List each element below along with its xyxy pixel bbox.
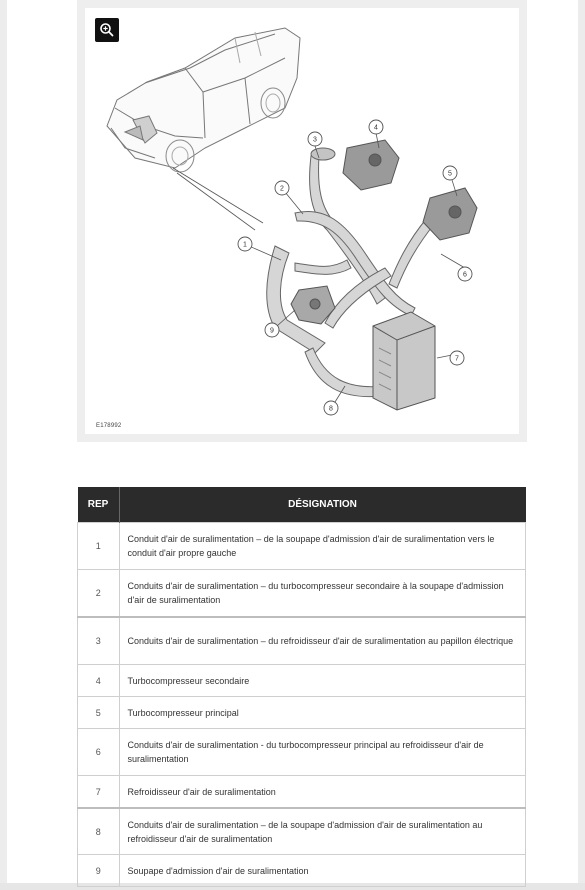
table-row [78,729,526,776]
right-margin [578,0,585,890]
row-designation: Turbocompresseur principal [119,697,526,729]
secondary-turbocharger [343,140,399,190]
figure-id: E178992 [96,423,122,429]
row-rep: 6 [78,729,120,776]
table-row [78,617,526,665]
callout-1-label: 1 [243,241,247,249]
row-designation: Refroidisseur d'air de suralimentation [119,776,526,809]
row-designation: Conduits d'air de suralimentation – du refroidisseur d'air de suralimentation au papillon électrique [119,617,526,665]
parts-table-wrapper [77,487,526,887]
table-row [78,808,526,855]
row-rep: 9 [78,855,120,887]
row-rep: 7 [78,776,120,809]
table-header-row [78,487,526,523]
row-rep: 2 [78,570,120,618]
callout-6-label: 6 [463,271,467,279]
callout-2-label: 2 [280,185,284,193]
row-designation: Conduits d'air de suralimentation - du turbocompresseur principal au refroidisseur d'air de suralimentation [119,729,526,776]
vehicle-leader-lines [173,168,263,230]
callout-9-label: 9 [270,327,274,335]
callout-5-label: 5 [448,170,452,178]
row-designation: Conduit d'air de suralimentation – de la soupape d'admission d'air de suralimentation vers le conduit d'air propre gauche [119,523,526,570]
zoom-button[interactable] [95,18,119,42]
rep-column-header: REP [78,487,120,523]
zoom-in-icon [95,18,119,42]
table-row [78,523,526,570]
callout-4-label: 4 [374,124,378,132]
callout-3-label: 3 [313,136,317,144]
table-row [78,697,526,729]
table-row [78,570,526,618]
vehicle-illustration [107,28,300,172]
callout-8-label: 8 [329,405,333,413]
callout-7-label: 7 [455,355,459,363]
figure-frame [77,0,527,442]
figure-canvas [85,8,519,434]
row-designation: Turbocompresseur secondaire [119,665,526,697]
main-turbocharger [423,188,477,240]
row-rep: 5 [78,697,120,729]
row-designation: Conduits d'air de suralimentation – du turbocompresseur secondaire à la soupape d'admission d'air de suralimentation [119,570,526,618]
row-designation: Soupape d'admission d'air de suralimentation [119,855,526,887]
row-rep: 8 [78,808,120,855]
left-margin [0,0,7,890]
row-designation: Conduits d'air de suralimentation – de la soupape d'admission d'air de suralimentation au refroidisseur d'air de suralimentation [119,808,526,855]
intercooler [373,312,435,410]
turbo-system-diagram [85,8,519,434]
parts-table [77,487,526,887]
row-rep: 4 [78,665,120,697]
table-row [78,665,526,697]
table-row [78,855,526,887]
designation-column-header: DÉSIGNATION [119,487,526,523]
row-rep: 1 [78,523,120,570]
table-row [78,776,526,809]
row-rep: 3 [78,617,120,665]
